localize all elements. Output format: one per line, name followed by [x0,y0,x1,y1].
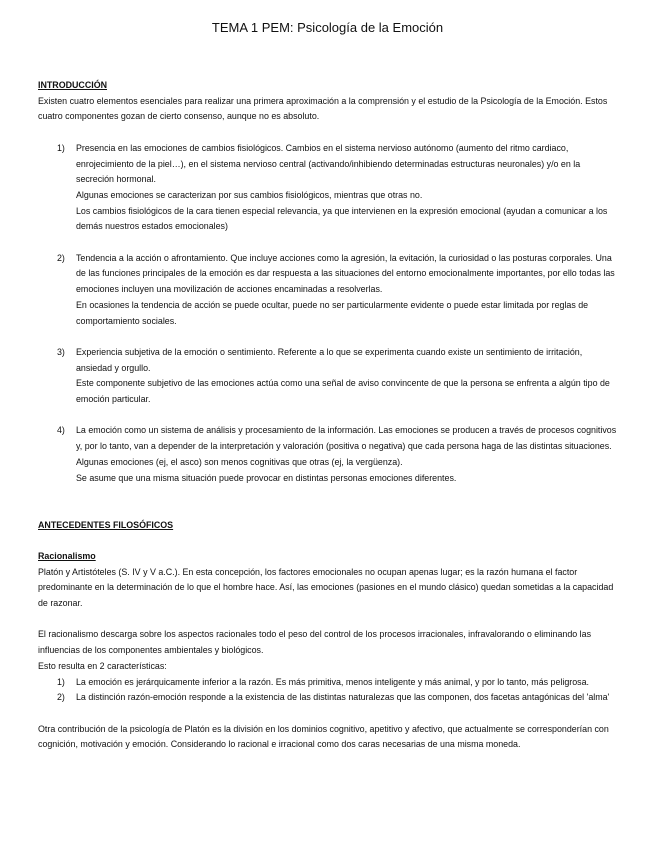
document-title: TEMA 1 PEM: Psicología de la Emoción [211,20,444,35]
list-item-text: Los cambios fisiológicos de la cara tienen especial relevancia, ya que intervienen en la expresión emocional (ayudan a comunicar a los demás nuestros estados emocionales) [76,205,608,232]
intro-paragraph: Existen cuatro elementos esenciales para realizar una primera aproximación a la comprensión y el estudio de la Psicología de la Emoción. Estos cuatro componentes gozan de cierto consenso, aunque no es absoluto. [38,95,608,122]
list-number: 2) [57,692,65,703]
list-item-text: Este componente subjetivo de las emociones actúa como una señal de aviso convincente de que la persona se enfrenta a algún tipo de emoción particular. [76,378,610,405]
list-item [38,345,620,408]
list-item-text: En ocasiones la tendencia de acción se puede ocultar, puede no ser particularmente evidente o puede estar limitada por reglas de comportamiento sociales. [76,299,589,326]
list-item-text: La distinción razón-emoción responde a la existencia de las distintas naturalezas que las componen, dos facetas antagónicas del 'alma' [76,692,610,703]
closing-line: Se asume que una misma situación puede provocar en distintas personas emociones diferentes. [76,472,457,483]
list-item [38,423,620,470]
section-heading-introduccion: INTRODUCCIÓN [38,80,108,90]
paragraph: El racionalismo descarga sobre los aspectos racionales todo el peso del control de los procesos irracionales, infravalorando o eliminando las influencias de los componentes ambientales y biológicos. [38,629,592,656]
list-number: 2) [57,252,65,263]
list-item-text: Experiencia subjetiva de la emoción o sentimiento. Referente a lo que se experimenta cuando existe un sentimiento de irritación, ansiedad y orgullo. [76,346,583,373]
list-number: 1) [57,142,65,153]
paragraph: Esto resulta en 2 características: [38,660,167,671]
list-item [38,251,620,330]
list-item-text: Presencia en las emociones de cambios fisiológicos. Cambios en el sistema nervioso autónomo (aumento del ritmo cardiaco, enrojecimiento de la piel…), en el sistema nervioso central (activando/inhibiendo determinadas estructuras neuronales) y/o en la secreción hormonal. [76,142,581,185]
list-item [38,141,620,235]
document-body [38,78,620,753]
list-number: 3) [57,346,65,357]
list-number: 4) [57,425,65,436]
section-heading-antecedentes: ANTECEDENTES FILOSÓFICOS [38,519,174,530]
list-item-text: Algunas emociones se caracterizan por sus cambios fisiológicos, mientras que otras no. [76,189,423,200]
list-item [38,690,620,706]
subheading-racionalismo: Racionalismo [38,550,96,561]
list-item-text: La emoción es jerárquicamente inferior a la razón. Es más primitiva, menos inteligente y más animal, y por lo tanto, más peligrosa. [76,676,590,687]
list-item-text: La emoción como un sistema de análisis y procesamiento de la información. Las emociones se producen a través de procesos cognitivos y, por lo tanto, van a depender de la interpretación y valoración (positiva o negativa) que cada persona haga de las distintas situaciones. Algunas emociones (ej, el asco) son menos cognitivas que otras (ej, la vergüenza). [76,425,617,467]
paragraph: Platón y Artistóteles (S. IV y V a.C.). En esta concepción, los factores emocionales no ocupan apenas lugar; es la razón humana el factor predominante en la determinación de lo que el hombre hace. Así, las emociones (pasiones en el mundo clásico) quedan sometidas a la capacidad de razonar. [38,566,614,609]
paragraph: Otra contribución de la psicología de Platón es la división en los dominios cognitivo, apetitivo y afectivo, que actualmente se corresponderían con cognición, motivación y emoción. Considerando lo racional e irracional como dos caras necesarias de una misma moneda. [38,723,609,750]
list-item [38,675,620,691]
list-item-text: Tendencia a la acción o afrontamiento. Que incluye acciones como la agresión, la evitación, la curiosidad o las posturas corporales. Una de las funciones principales de la emoción es dar respuesta a las situaciones del entorno emocionalmente importantes, por ello todas las emociones incluyen una movilización de acciones encaminadas a resolverlas. [76,252,615,295]
list-number: 1) [57,676,65,687]
